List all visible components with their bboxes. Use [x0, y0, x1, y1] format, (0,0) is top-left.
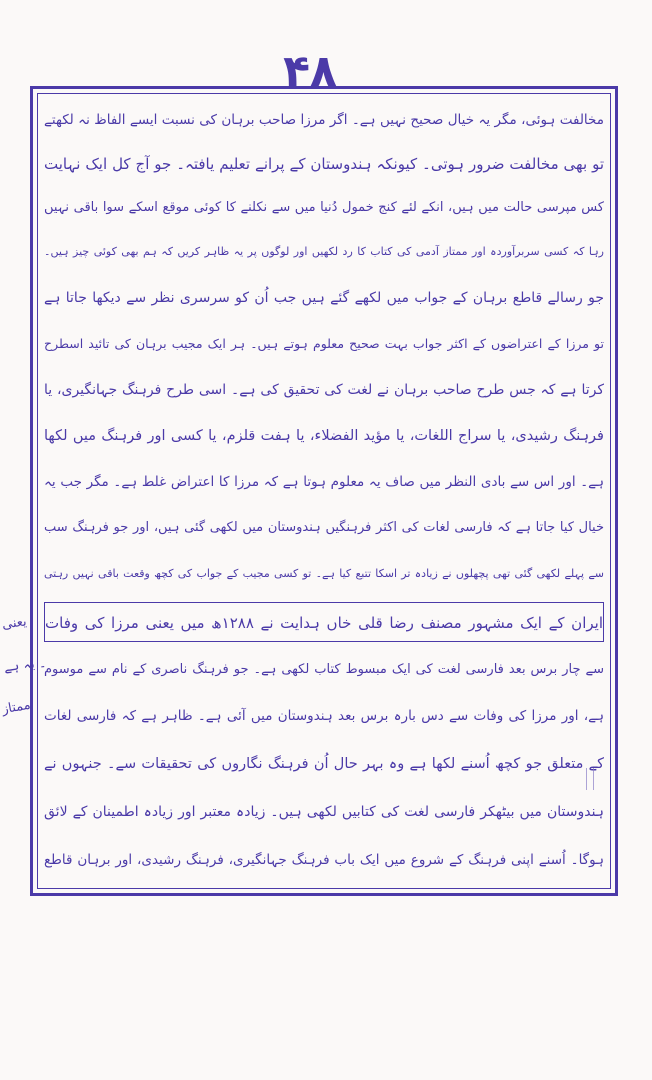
text-line-15: کے متعلق جو کچھ اُسنے لکھا ہے وہ بہر حال اُن فرہنگ نگاروں کی تحقیقات سے۔ جنہوں نے	[44, 756, 604, 772]
text-line-4: رہا کہ کسی سربرآوردہ اور ممتاز آدمی کی کتاب کا رد لکھیں اور لوگوں پر یہ ظاہر کریں کہ ہم بھی کوئی چیز ہیں۔	[44, 245, 604, 258]
text-line-17: ہوگا۔ اُسنے اپنی فرہنگ کے شروع میں ایک باب فرہنگ جہانگیری، فرہنگ رشیدی، اور برہان قاطع	[44, 852, 604, 868]
text-line-8: فرہنگ رشیدی، یا سراج اللغات، یا مؤید الفضلاء، یا ہفت قلزم، یا کسی اور فرہنگ میں لکھا	[44, 428, 604, 444]
text-line-1: مخالفت ہوئی، مگر یہ خیال صحیح نہیں ہے۔ اگر مرزا صاحب برہان کی نسبت ایسے الفاظ نہ لکھتے	[44, 112, 604, 128]
text-line-10: خیال کیا جاتا ہے کہ فارسی لغات کی اکثر فرہنگیں ہندوستان میں لکھی گئی ہیں، اور جو فرہنگ سب	[44, 520, 604, 535]
text-line-7: کرتا ہے کہ جس طرح صاحب برہان نے لغت کی تحقیق کی ہے۔ اسی طرح فرہنگ جہانگیری، یا	[44, 382, 604, 398]
text-line-3: کس مپرسی حالت میں ہیں، انکے لئے کنج خمول دُنیا میں سے نکلنے کا کوئی موقع اسکے سوا باقی نہیں	[44, 200, 604, 215]
text-line-14: ہے، اور مرزا کی وفات سے دس بارہ برس بعد ہندوستان میں آئی ہے۔ ظاہر ہے کہ فارسی لغات	[44, 708, 604, 724]
text-body	[44, 98, 604, 888]
page-number: ۴۸	[283, 46, 337, 97]
text-line-6: تو مرزا کے اعتراضوں کے اکثر جواب بہت صحیح معلوم ہوتے ہیں۔ ہر ایک مجیب برہان کی تائید اسطرح	[44, 336, 604, 351]
text-line-5: جو رسالے قاطع برہان کے جواب میں لکھے گئے ہیں جب اُن کو سرسری نظر سے دیکھا جاتا ہے	[44, 290, 604, 306]
stray-ink-mark	[586, 768, 594, 790]
text-line-9: ہے۔ اور اس سے بادی النظر میں صاف یہ معلوم ہوتا ہے کہ مرزا کا اعتراض غلط ہے۔ مگر جب یہ	[44, 474, 604, 490]
text-line-2: تو بھی مخالفت ضرور ہوتی۔ کیونکہ ہندوستان کے پرانے تعلیم یافتہ۔ جو آج کل ایک نہایت	[44, 155, 604, 173]
margin-note-1: یعنی	[1, 614, 28, 633]
text-line-16: ہندوستان میں بیٹھکر فارسی لغت کی کتابیں لکھی ہیں۔ زیادہ معتبر اور زیادہ اطمینان کے لائق	[44, 804, 604, 820]
text-line-11: سے پہلے لکھی گئی تھی پچھلوں نے زیادہ تر اسکا تتبع کیا ہے۔ تو کسی مجیب کے جواب کی کچھ وقعت باقی نہیں رہتی	[44, 567, 604, 580]
margin-note-3: ممتاز	[0, 697, 32, 718]
text-line-13: سے چار برس بعد فارسی لغت کی ایک مبسوط کتاب لکھی ہے۔ جو فرہنگ ناصری کے نام سے موسوم	[44, 662, 604, 677]
margin-note-2: ۔ یہ ہے	[3, 655, 48, 676]
text-line-12-boxed: ایران کے ایک مشہور مصنف رضا قلی خاں ہدایت نے ۱۲۸۸ھ میں یعنی مرزا کی وفات	[44, 602, 604, 642]
